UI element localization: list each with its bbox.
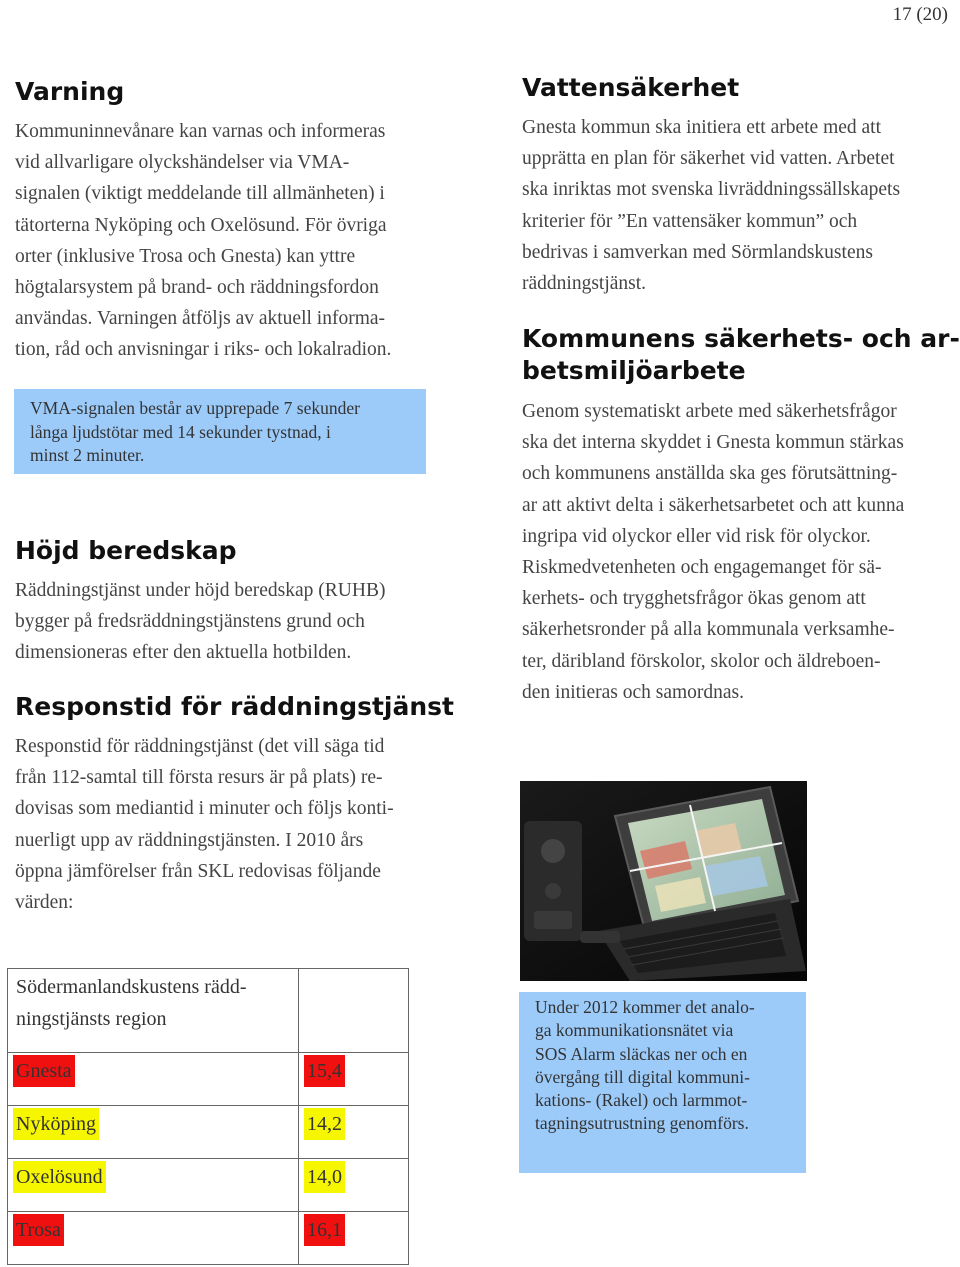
laptop-illustration (520, 781, 807, 981)
row-value-oxelosund: 14,0 (304, 1161, 345, 1193)
text-line: Södermanlandskustens rädd- (16, 976, 247, 998)
text-line: dimensioneras efter den aktuella hotbilden. (15, 642, 352, 664)
text-line: Responstid för räddningstjänst (det vill säga tid (15, 736, 385, 757)
text-line: tion, råd och anvisningar i riks- och lokalradion. (15, 339, 392, 361)
text-line: högtalarsystem på brand- och räddningsfordon (15, 277, 379, 299)
text-line: och kommunens anställda ska ges förutsättning- (522, 463, 898, 485)
text-line: ingripa vid olyckor eller vid risk för olyckor. (522, 525, 871, 547)
paragraph-kommunens-sakerhet (522, 396, 957, 708)
text-line: dovisas som mediantid i minuter och följs konti- (15, 798, 394, 820)
text-line: Riskmedvetenheten och engagemanget för sä- (522, 557, 882, 579)
table-column-divider (298, 969, 299, 1264)
text-line: tätorterna Nyköping och Oxelösund. För övriga (15, 214, 387, 236)
text-line: kerhets- och trygghetsfrågor ökas genom att (522, 588, 866, 610)
text-line: Kommuninnevånare kan varnas och informeras (15, 121, 386, 142)
text-line: ska det interna skyddet i Gnesta kommun stärkas (522, 432, 904, 454)
text-line: övergång till digital kommuni- (535, 1066, 750, 1087)
row-name-gnesta: Gnesta (13, 1055, 75, 1087)
page-number: 17 (20) (892, 4, 948, 25)
text-line: kations- (Rakel) och larmmot- (535, 1090, 748, 1111)
row-value-trosa: 16,1 (304, 1214, 345, 1246)
table-row-divider (8, 1052, 408, 1053)
text-line: räddningstjänst. (522, 273, 647, 295)
table-row-divider (8, 1105, 408, 1106)
rakel-callout (519, 992, 806, 1173)
text-line: bygger på fredsräddningstjänstens grund och (15, 611, 365, 633)
response-time-table (7, 968, 409, 1265)
row-name-oxelosund: Oxelösund (13, 1161, 106, 1193)
text-line: upprätta en plan för säkerhet vid vatten. Arbetet (522, 148, 895, 170)
heading-line: betsmiljöarbete (522, 356, 746, 385)
heading-hojd-beredskap: Höjd beredskap (15, 536, 237, 565)
text-line: Under 2012 kommer det analo- (535, 997, 755, 1017)
text-line: öppna jämförelser från SKL redovisas följande (15, 860, 381, 882)
text-line: orter (inklusive Trosa och Gnesta) kan yttre (15, 245, 356, 267)
text-line: säkerhetsronder på alla kommunala verksamhe- (522, 619, 895, 641)
text-line: VMA-signalen består av upprepade 7 sekunder (30, 398, 360, 418)
text-line: tagningsutrustning genomförs. (535, 1113, 749, 1134)
text-line: från 112-samtal till första resurs är på plats) re- (15, 767, 383, 789)
text-line: Genom systematiskt arbete med säkerhetsfrågor (522, 401, 897, 422)
text-line: SOS Alarm släckas ner och en (535, 1043, 748, 1064)
text-line: ga kommunikationsnätet via (535, 1020, 734, 1041)
table-row-divider (8, 1211, 408, 1212)
text-line: den initieras och samordnas. (522, 681, 745, 703)
text-line: ska inriktas mot svenska livräddningssällskapets (522, 179, 901, 201)
text-line: Gnesta kommun ska initiera ett arbete med att (522, 117, 882, 138)
text-line: användas. Varningen åtföljs av aktuell informa- (15, 308, 386, 330)
text-line: minst 2 minuter. (30, 445, 145, 465)
vehicle-laptop-photo (520, 781, 807, 981)
heading-vattensakerhet: Vattensäkerhet (522, 73, 740, 102)
paragraph-vattensakerhet (522, 112, 957, 299)
paragraph-responstid (15, 731, 449, 918)
paragraph-varning (15, 116, 449, 366)
text-line: värden: (15, 892, 74, 914)
heading-kommunens-sakerhet (522, 323, 960, 387)
text-line: ter, däribland förskolor, skolor och äldreboen- (522, 650, 881, 672)
text-line: ningstjänsts region (16, 1008, 167, 1030)
text-line: kriterier för ”En vattensäker kommun” och (522, 210, 858, 232)
row-name-trosa: Trosa (13, 1214, 64, 1246)
paragraph-hojd-beredskap (15, 575, 449, 669)
row-name-nykoping: Nyköping (13, 1108, 99, 1140)
heading-line: Kommunens säkerhets- och ar- (522, 324, 960, 353)
text-line: nuerligt upp av räddningstjänsten. I 2010 års (15, 829, 364, 851)
heading-varning: Varning (15, 77, 125, 106)
text-line: bedrivas i samverkan med Sörmlandskustens (522, 241, 873, 263)
row-value-nykoping: 14,2 (304, 1108, 345, 1140)
text-line: vid allvarligare olyckshändelser via VMA- (15, 152, 350, 174)
text-line: ar att aktivt delta i säkerhetsarbetet och att kunna (522, 494, 905, 516)
table-header (13, 971, 289, 1035)
table-row-divider (8, 1158, 408, 1159)
heading-responstid: Responstid för räddningstjänst (15, 692, 454, 721)
row-value-gnesta: 15,4 (304, 1055, 345, 1087)
vma-callout (14, 389, 426, 474)
text-line: långa ljudstötar med 14 sekunder tystnad, i (30, 421, 331, 442)
text-line: Räddningstjänst under höjd beredskap (RUHB) (15, 580, 386, 601)
text-line: signalen (viktigt meddelande till allmänheten) i (15, 183, 385, 205)
